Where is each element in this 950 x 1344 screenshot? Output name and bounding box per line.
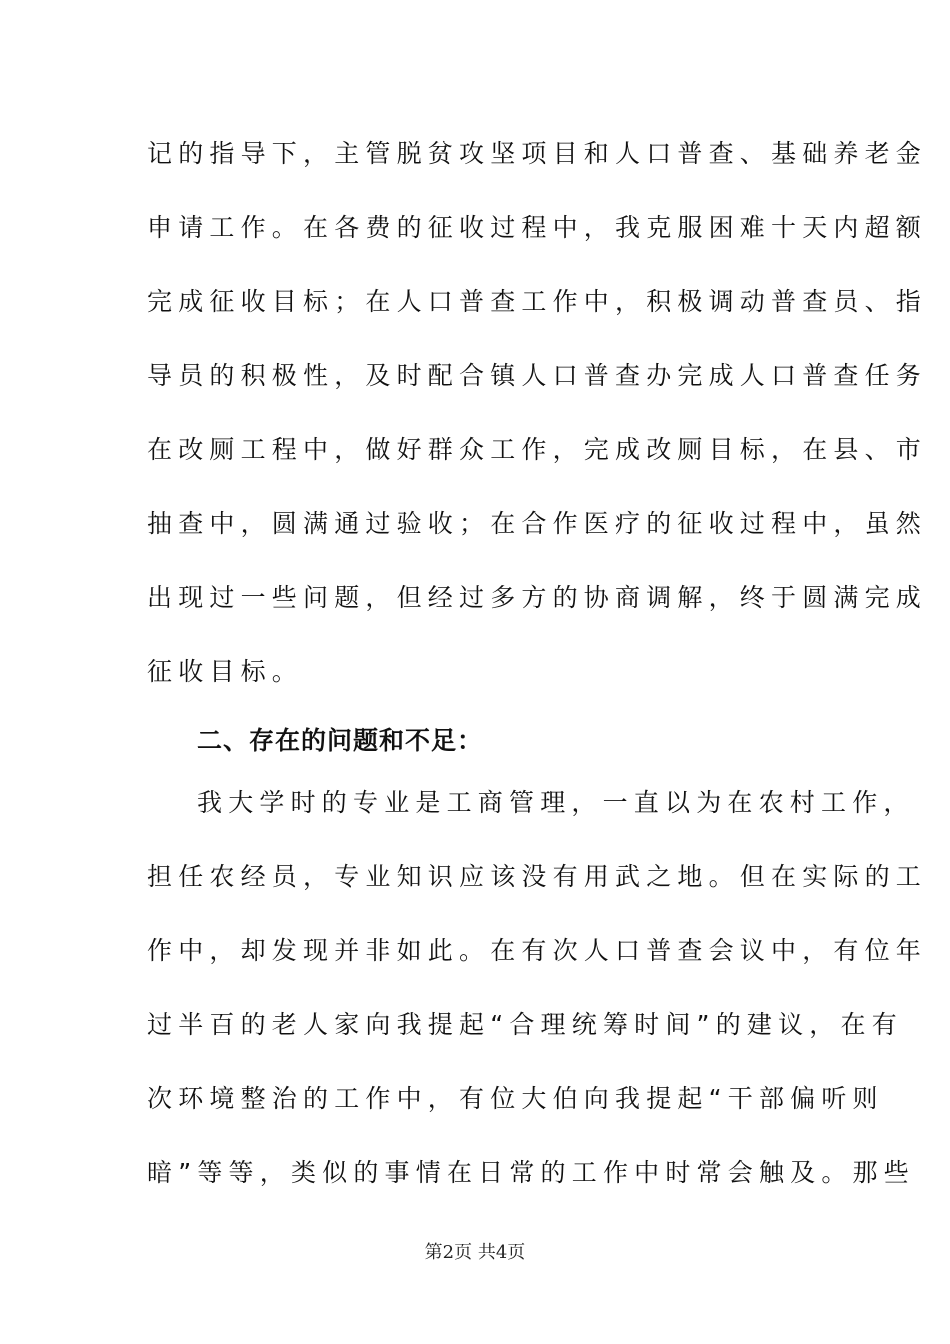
paragraph-2-line-1: 我大学时的专业是工商管理，一直以为在农村工作， [197,788,915,817]
section-heading: 二、存在的问题和不足： [197,726,484,755]
paragraph-2-line-3: 作中，却发现并非如此。在有次人口普查会议中，有位年 [147,936,928,965]
paragraph-2-line-4: 过半百的老人家向我提起“合理统筹时间”的建议，在有 [147,1010,903,1039]
paragraph-1-line-2: 申请工作。在各费的征收过程中，我克服困难十天内超额 [147,213,928,242]
paragraph-1-line-4: 导员的积极性，及时配合镇人口普查办完成人口普查任务 [147,361,928,390]
paragraph-2-line-2: 担任农经员，专业知识应该没有用武之地。但在实际的工 [147,862,928,891]
paragraph-1-line-3: 完成征收目标；在人口普查工作中，积极调动普查员、指 [147,287,928,316]
paragraph-1-line-1: 记的指导下，主管脱贫攻坚项目和人口普查、基础养老金 [147,139,928,168]
paragraph-1-line-5: 在改厕工程中，做好群众工作，完成改厕目标，在县、市 [147,435,928,464]
page-number-footer: 第2页 共4页 [424,1242,526,1263]
paragraph-2-line-5: 次环境整治的工作中，有位大伯向我提起“干部偏听则 [147,1084,884,1113]
paragraph-1-line-7: 出现过一些问题，但经过多方的协商调解，终于圆满完成 [147,583,928,612]
paragraph-2-line-6: 暗”等等，类似的事情在日常的工作中时常会触及。那些 [147,1158,915,1187]
paragraph-1-line-8: 征收目标。 [147,657,304,686]
paragraph-1-line-6: 抽查中，圆满通过验收；在合作医疗的征收过程中，虽然 [147,509,928,538]
